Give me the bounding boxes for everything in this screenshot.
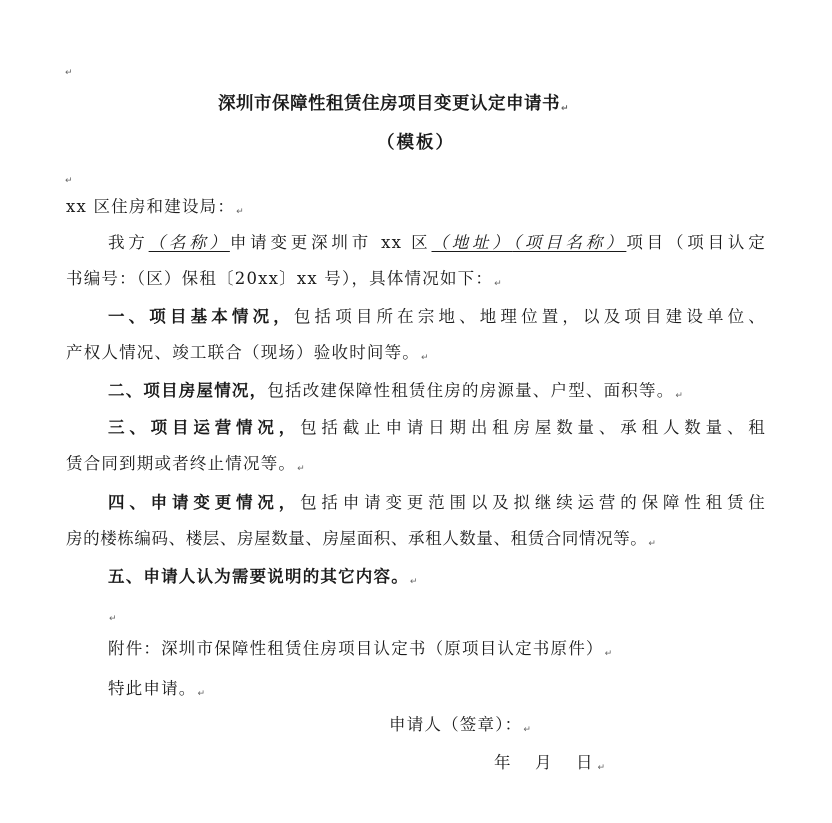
item-3-text: 包括截止申请日期出租房屋数量、承租人数量、租 [300, 418, 766, 437]
subtitle-text: （模板） [377, 133, 455, 153]
paragraph-mark-icon: ↵ [675, 391, 683, 401]
paragraph-mark-icon: ↵ [109, 614, 117, 624]
paragraph-mark-icon: ↵ [297, 464, 305, 474]
attachment-text: 附件：深圳市保障性租赁住房项目认定书（原项目认定书原件） [108, 639, 604, 658]
name-placeholder: （名称） [148, 233, 230, 252]
item-4-line-2 [66, 527, 656, 556]
paragraph-mark-icon: ↵ [197, 689, 206, 699]
addressee-text: xx 区住房和建设局： [66, 197, 236, 216]
item-5-line-1 [108, 565, 417, 594]
item-3-line-2 [66, 452, 305, 481]
intro-line-2-text: 书编号：（区）保租〔20xx〕xx 号），具体情况如下： [66, 269, 494, 288]
address-placeholder: （地址） [431, 233, 513, 252]
paragraph-mark-icon: ↵ [65, 68, 73, 78]
intro-line-2 [66, 267, 502, 296]
paragraph-mark-icon: ↵ [604, 649, 613, 659]
paragraph-mark-icon: ↵ [597, 763, 606, 773]
item-2-heading: 二、项目房屋情况， [108, 381, 268, 400]
item-2-line-1 [108, 379, 683, 408]
item-2-text: 包括改建保障性租赁住房的房源量、户型、面积等。 [267, 381, 675, 400]
date-line [494, 751, 605, 780]
item-3-line-1 [108, 416, 766, 440]
intro-mid: 申请变更深圳市 xx 区 [229, 233, 432, 252]
paragraph-mark-icon: ↵ [648, 539, 656, 549]
paragraph-mark-icon: ↵ [523, 725, 531, 735]
empty-paragraph [108, 602, 117, 631]
closing-line [108, 677, 205, 706]
paragraph-mark-icon: ↵ [561, 104, 569, 114]
paragraph-mark-icon: ↵ [421, 353, 429, 363]
item-3-text-2: 赁合同到期或者终止情况等。 [66, 454, 297, 473]
item-1-heading: 一、项目基本情况， [108, 307, 294, 326]
paragraph-mark-icon: ↵ [409, 577, 418, 587]
intro-line-1 [108, 231, 766, 255]
empty-paragraph [64, 56, 73, 85]
date-text: 年 月 日 [494, 753, 597, 772]
paragraph-mark-icon: ↵ [236, 207, 244, 217]
item-1-line-1 [108, 305, 766, 329]
title-text: 深圳市保障性租赁住房项目变更认定申请书 [218, 94, 560, 114]
attachment-line [108, 637, 612, 666]
item-1-line-2 [66, 341, 429, 370]
project-name-placeholder: （项目名称） [512, 233, 627, 252]
item-4-text: 包括申请变更范围以及拟继续运营的保障性租赁住 [300, 493, 766, 512]
item-3-heading: 三、项目运营情况， [108, 418, 301, 437]
item-4-heading: 四、申请变更情况， [108, 493, 301, 512]
item-1-text-2: 产权人情况、竣工联合（现场）验收时间等。 [66, 343, 420, 362]
document-title [218, 92, 569, 121]
item-5-heading: 五、申请人认为需要说明的其它内容。 [108, 567, 409, 586]
document-subtitle [377, 131, 455, 155]
intro-prefix: 我方 [108, 233, 149, 252]
signature-text: 申请人（签章）： [389, 715, 523, 734]
signature-line [389, 713, 531, 742]
item-1-text: 包括项目所在宗地、地理位置，以及项目建设单位、 [293, 307, 766, 326]
empty-paragraph [64, 164, 73, 193]
closing-text: 特此申请。 [108, 679, 197, 698]
paragraph-mark-icon: ↵ [494, 279, 502, 289]
item-4-line-1 [108, 491, 766, 515]
paragraph-mark-icon: ↵ [65, 176, 73, 186]
intro-suffix: 项目（项目认定 [626, 233, 766, 252]
item-4-text-2: 房的楼栋编码、楼层、房屋数量、房屋面积、承租人数量、租赁合同情况等。 [66, 529, 648, 548]
addressee [66, 195, 244, 224]
